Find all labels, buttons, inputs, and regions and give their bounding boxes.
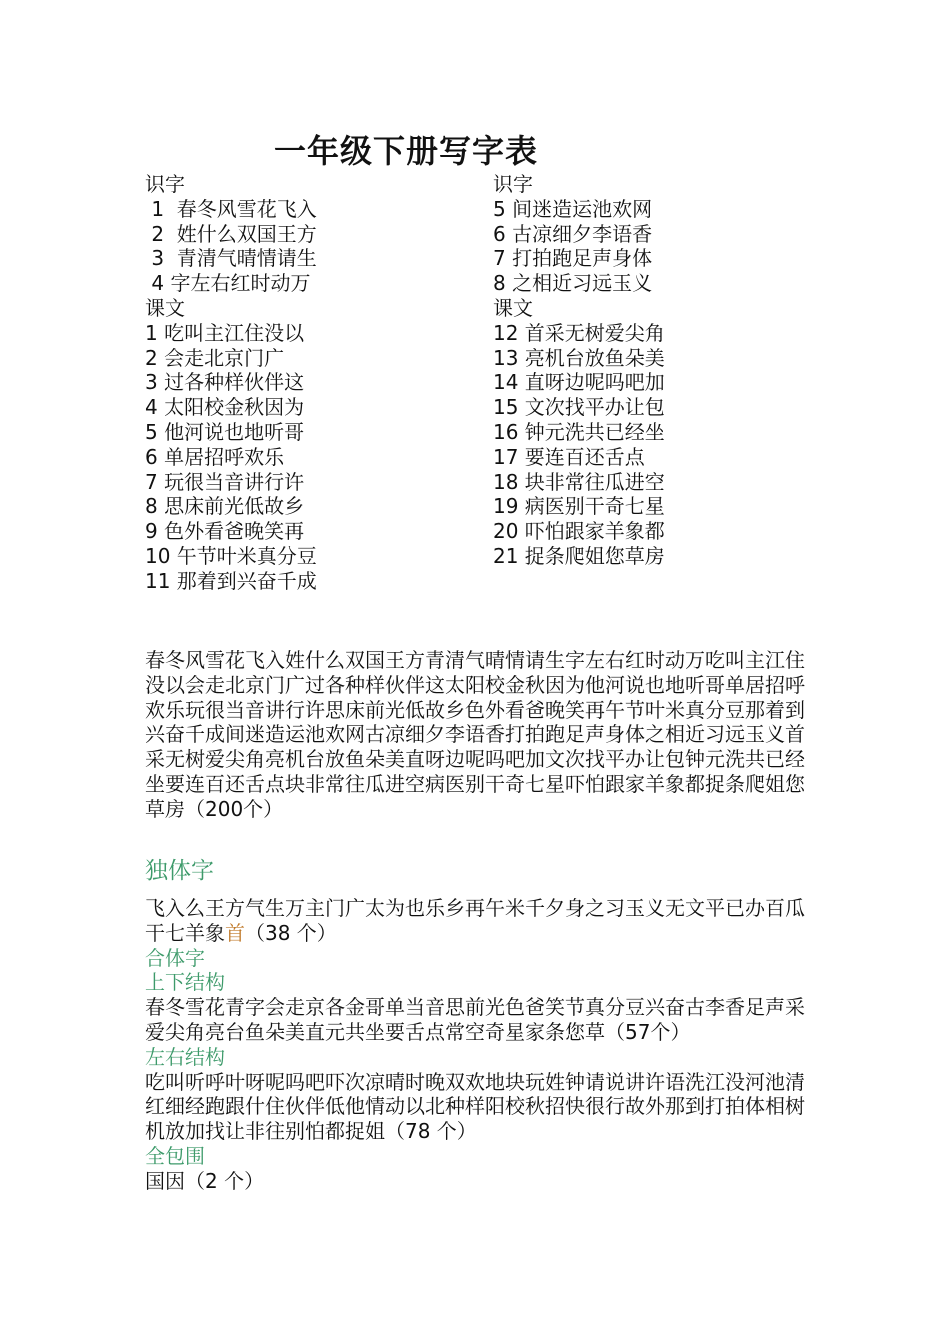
- heti-heading: 合体字: [145, 945, 205, 970]
- quanbaowei-paragraph: 国因（2 个）: [145, 1168, 265, 1193]
- shangxia-heading: 上下结构: [145, 970, 225, 995]
- right-kewen-line: 12 首采无树爱尖角: [493, 320, 665, 345]
- left-shizi-line: 2 姓什么双国王方: [145, 221, 317, 246]
- left-kewen-line: 3 过各种样伙伴这: [145, 370, 305, 395]
- left-kewen-line: 10 午节叶米真分豆: [145, 543, 317, 568]
- right-kewen-line: 19 病医别干奇七星: [493, 494, 665, 519]
- duti-count: （38 个）: [245, 920, 337, 945]
- left-kewen-line: 5 他河说也地听哥: [145, 419, 305, 444]
- duti-paragraph: [145, 896, 807, 946]
- right-kewen-line: 18 块非常往瓜进空: [493, 469, 665, 494]
- left-shizi-line: 4 字左右红时动万: [145, 271, 311, 296]
- right-kewen-line: 14 直呀边呢吗吧加: [493, 370, 665, 395]
- zuoyou-paragraph: 吃叫听呼叶呀呢吗吧吓次凉晴时晚双欢地块玩姓钟请说讲许语洗江没河池清红细经跑跟什住伙伴低他情动以北种样阳校秋招快很行故外那到打拍体相树机放加找让非往别怕都捉姐（78 个）: [145, 1069, 805, 1144]
- duti-block: [145, 896, 807, 1194]
- shangxia-paragraph: 春冬雪花青字会走京各金哥单当音思前光色爸笑节真分豆兴奋古李香足声采爱尖角亮台鱼朵美直元共坐要舌点常空奇星家条您草（57个）: [145, 995, 805, 1044]
- right-kewen-line: 16 钟元洗共已经坐: [493, 419, 665, 444]
- right-kewen-line: 21 捉条爬姐您草房: [493, 543, 665, 568]
- right-kewen-line: 17 要连百还舌点: [493, 444, 645, 469]
- left-kewen-heading: 课文: [145, 295, 185, 320]
- left-shizi-line: 1 春冬风雪花飞入: [145, 196, 317, 221]
- duti-heading: 独体字: [145, 858, 214, 884]
- left-kewen-line: 9 色外看爸晚笑再: [145, 519, 305, 544]
- right-shizi-line: 8 之相近习远玉义: [493, 271, 653, 296]
- right-shizi-heading: 识字: [493, 172, 533, 196]
- left-kewen-line: 1 吃叫主江住没以: [145, 320, 305, 345]
- right-shizi-line: 6 古凉细夕李语香: [493, 221, 653, 246]
- left-kewen-line: 7 玩很当音讲行许: [145, 469, 305, 494]
- left-shizi-heading: 识字: [145, 172, 185, 196]
- page-title: 一年级下册写字表: [273, 132, 538, 170]
- duti-text: 飞入么王方气生万主门广太为也乐乡再午米千夕身之习玉义无文平已办百瓜干七羊象: [145, 896, 805, 945]
- left-kewen-line: 6 单居招呼欢乐: [145, 444, 285, 469]
- zuoyou-heading: 左右结构: [145, 1044, 225, 1069]
- right-kewen-line: 15 文次找平办让包: [493, 395, 665, 420]
- left-shizi-line: 3 青清气晴情请生: [145, 246, 317, 271]
- left-kewen-line: 4 太阳校金秋因为: [145, 395, 305, 420]
- right-column: [493, 172, 813, 569]
- right-shizi-line: 5 间迷造运池欢网: [493, 196, 653, 221]
- left-kewen-line: 8 思床前光低故乡: [145, 494, 305, 519]
- right-kewen-line: 20 吓怕跟家羊象都: [493, 519, 665, 544]
- summary-paragraph: 春冬风雪花飞入姓什么双国王方青清气晴情请生字左右红时动万吃叫主江住没以会走北京门广过各种样伙伴这太阳校金秋因为他河说也地听哥单居招呼欢乐玩很当音讲行许思床前光低故乡色外看爸晚笑再午节叶米真分豆那着到兴奋千成间迷造运池欢网古凉细夕李语香打拍跑足声身体之相近习远玉义首采无树爱尖角亮机台放鱼朵美直呀边呢吗吧加文次找平办让包钟元洗共已经坐要连百还舌点块非常往瓜进空病医别干奇七星吓怕跟家羊象都捉条爬姐您草房（200个）: [145, 648, 805, 821]
- right-kewen-line: 13 亮机台放鱼朵美: [493, 345, 665, 370]
- left-kewen-line: 11 那着到兴奋千成: [145, 568, 317, 593]
- left-column: [145, 172, 465, 594]
- left-kewen-line: 2 会走北京门广: [145, 345, 285, 370]
- duti-highlight: 首: [225, 920, 245, 945]
- right-shizi-line: 7 打拍跑足声身体: [493, 246, 653, 271]
- quanbaowei-heading: 全包围: [145, 1143, 205, 1168]
- right-kewen-heading: 课文: [493, 295, 533, 320]
